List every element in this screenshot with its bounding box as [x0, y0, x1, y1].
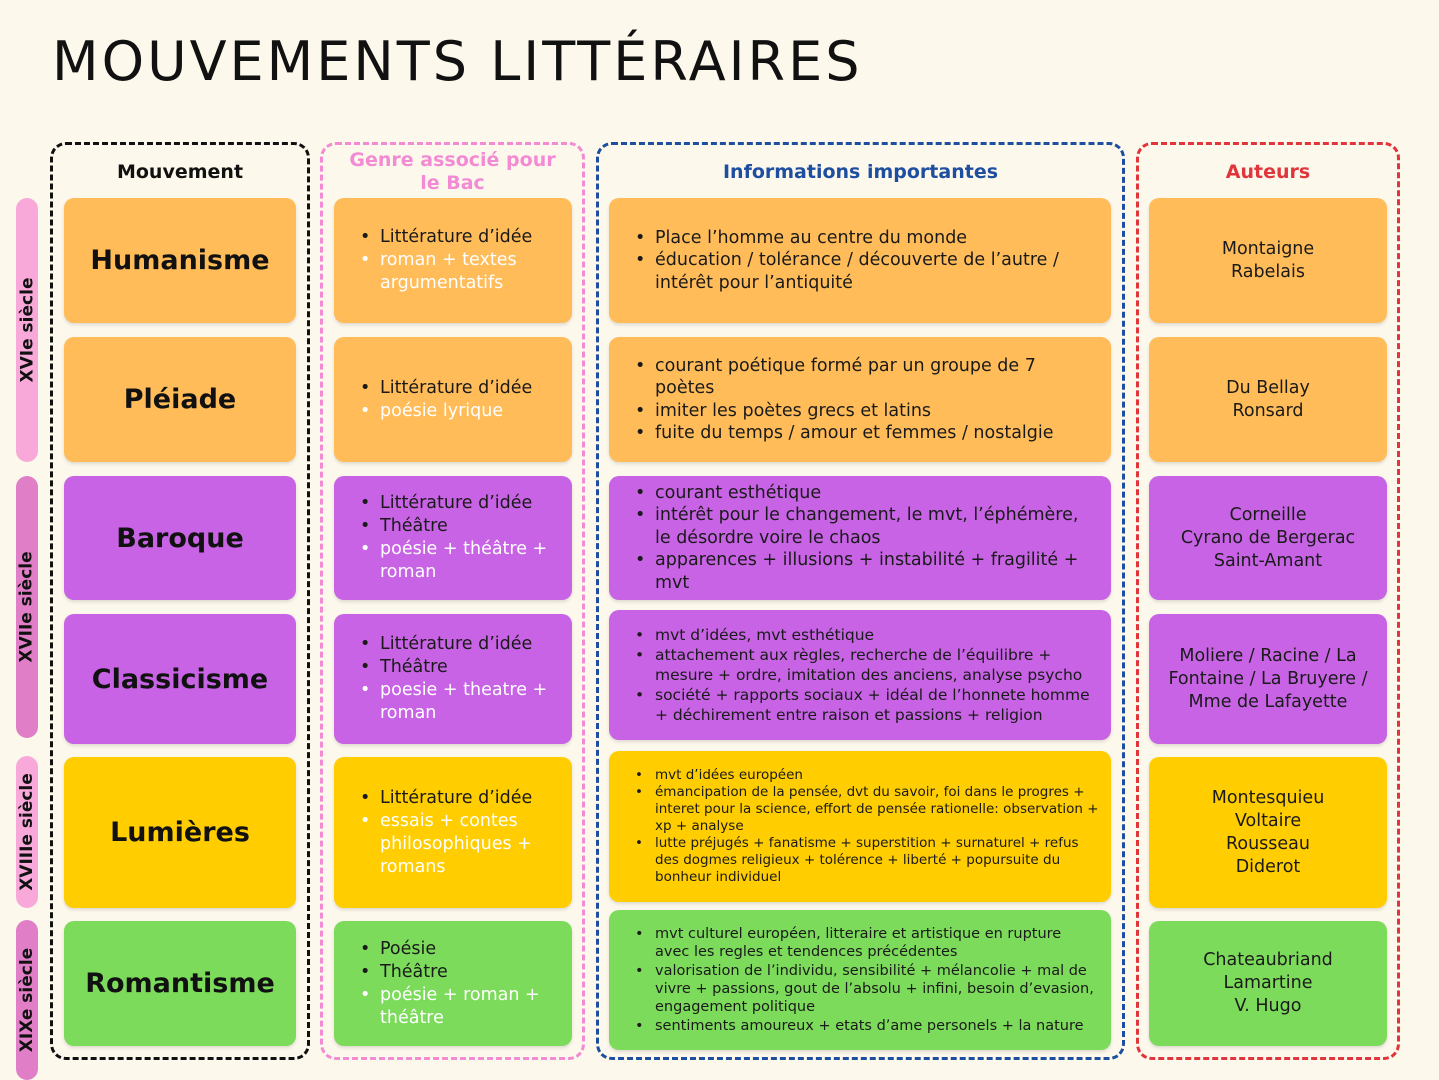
info-item: • courant poétique formé par un groupe de 7 poètes: [633, 355, 1099, 400]
info-item: • courant esthétique: [633, 482, 1099, 505]
author-name: Cyrano de Bergerac: [1180, 527, 1356, 548]
info-item: • intérêt pour le changement, le mvt, l’éphémère, le désordre voire le chaos: [633, 504, 1099, 549]
info-cell: [609, 476, 1111, 600]
authors-cell: [1149, 614, 1387, 744]
genre-item: • Littérature d’idée: [358, 787, 558, 810]
authors-cell: [1149, 337, 1387, 462]
genre-cell: [334, 337, 572, 462]
movement-name: Romantisme: [85, 968, 275, 999]
century-label-18: XVIIIe siècle: [16, 756, 38, 908]
movement-cell: [64, 198, 296, 323]
genre-cell: [334, 614, 572, 744]
author-name: Corneille: [1229, 504, 1307, 525]
author-name: Ronsard: [1232, 400, 1304, 421]
info-item: • mvt d’idées, mvt esthétique: [633, 625, 1099, 645]
movement-name: Classicisme: [91, 663, 269, 695]
genre-cell: [334, 921, 572, 1046]
info-item: • société + rapports sociaux + idéal de l’honnete homme + déchirement entre raison et passions + religion: [633, 685, 1099, 725]
info-item: • Place l’homme au centre du monde: [633, 227, 1099, 250]
genre-item: • Littérature d’idée: [358, 492, 558, 515]
movement-cell: [64, 757, 296, 908]
info-item: • apparences + illusions + instabilité + fragilité + mvt: [633, 549, 1099, 594]
author-name: Saint-Amant: [1213, 550, 1323, 571]
info-item: • fuite du temps / amour et femmes / nostalgie: [633, 422, 1099, 445]
info-item: • lutte préjugés + fanatisme + superstition + surnaturel + refus des dogmes religieux + tolérence + liberté + popursuite du bonheur individuel: [633, 835, 1099, 886]
century-label-16: XVIe siècle: [16, 198, 38, 462]
author-name: Montesquieu: [1211, 787, 1325, 808]
genre-item: • poésie + roman + théâtre: [358, 984, 558, 1030]
info-cell: [609, 337, 1111, 462]
genre-item: • Théâtre: [358, 961, 558, 984]
genre-item: • Littérature d’idée: [358, 377, 532, 400]
info-cell: [609, 610, 1111, 740]
genre-item: • Poésie: [358, 938, 558, 961]
century-label-17: XVIIe siècle: [16, 476, 38, 738]
author-name: Rousseau: [1226, 833, 1310, 854]
genre-item: • Théâtre: [358, 515, 558, 538]
movement-cell: [64, 337, 296, 462]
movement-name: Lumières: [110, 817, 250, 848]
genre-cell: [334, 476, 572, 600]
info-item: • imiter les poètes grecs et latins: [633, 400, 1099, 423]
author-name: Moliere / Racine / La Fontaine / La Bruyere / Mme de Lafayette: [1168, 645, 1368, 712]
info-cell: [609, 910, 1111, 1050]
authors-cell: [1149, 757, 1387, 908]
movement-cell: [64, 614, 296, 744]
author-name: Voltaire: [1234, 810, 1302, 831]
author-name: Montaigne: [1221, 238, 1315, 259]
column-header-infos: Informations importantes: [722, 160, 999, 183]
page-title: MOUVEMENTS LITTÉRAIRES: [52, 30, 863, 93]
movement-name: Pléiade: [123, 384, 237, 415]
info-item: • émancipation de la pensée, dvt du savoir, foi dans le progres + interet pour la science, effort de pensée rationelle: observation + xp + analyse: [633, 784, 1099, 835]
info-item: • mvt culturel européen, litteraire et artistique en rupture avec les regles et tendences précédentes: [633, 925, 1099, 962]
info-item: • sentiments amoureux + etats d’ame personels + la nature: [633, 1017, 1099, 1035]
author-name: V. Hugo: [1234, 996, 1302, 1016]
column-header-genre: Genre associé pour le Bac: [349, 149, 556, 194]
author-name: Lamartine: [1223, 973, 1313, 993]
movement-cell: [64, 921, 296, 1046]
genre-item: • roman + textes argumentatifs: [358, 249, 558, 295]
movement-name: Humanisme: [90, 245, 270, 276]
info-cell: [609, 198, 1111, 323]
column-header-mouvement: Mouvement: [116, 160, 244, 183]
genre-item: • poesie + theatre + roman: [358, 679, 558, 725]
info-item: • éducation / tolérance / découverte de l’autre / intérêt pour l’antiquité: [633, 249, 1099, 294]
info-item: • attachement aux règles, recherche de l’équilibre + mesure + ordre, imitation des anciens, analyse psycho: [633, 645, 1099, 685]
genre-item: • Littérature d’idée: [358, 226, 558, 249]
info-cell: [609, 751, 1111, 902]
info-item: • valorisation de l’individu, sensibilité + mélancolie + mal de vivre + passions, gout de l’absolu + infini, besoin d’evasion, engagement politique: [633, 962, 1099, 1017]
movement-cell: [64, 476, 296, 600]
genre-item: • Littérature d’idée: [358, 633, 558, 656]
century-label-19: XIXe siècle: [16, 920, 38, 1080]
genre-item: • poésie lyrique: [358, 400, 532, 423]
genre-cell: [334, 757, 572, 908]
info-item: • mvt d’idées européen: [633, 767, 1099, 784]
genre-item: • poésie + théâtre + roman: [358, 538, 558, 584]
movement-name: Baroque: [116, 522, 244, 554]
author-name: Du Bellay: [1226, 377, 1310, 398]
authors-cell: [1149, 198, 1387, 323]
authors-cell: [1149, 921, 1387, 1046]
genre-item: • Théâtre: [358, 656, 558, 679]
author-name: Chateaubriand: [1203, 950, 1333, 970]
genre-cell: [334, 198, 572, 323]
author-name: Rabelais: [1231, 261, 1305, 282]
column-header-auteurs: Auteurs: [1225, 160, 1311, 183]
author-name: Diderot: [1235, 856, 1301, 877]
genre-item: • essais + contes philosophiques + romans: [358, 810, 558, 879]
authors-cell: [1149, 476, 1387, 600]
